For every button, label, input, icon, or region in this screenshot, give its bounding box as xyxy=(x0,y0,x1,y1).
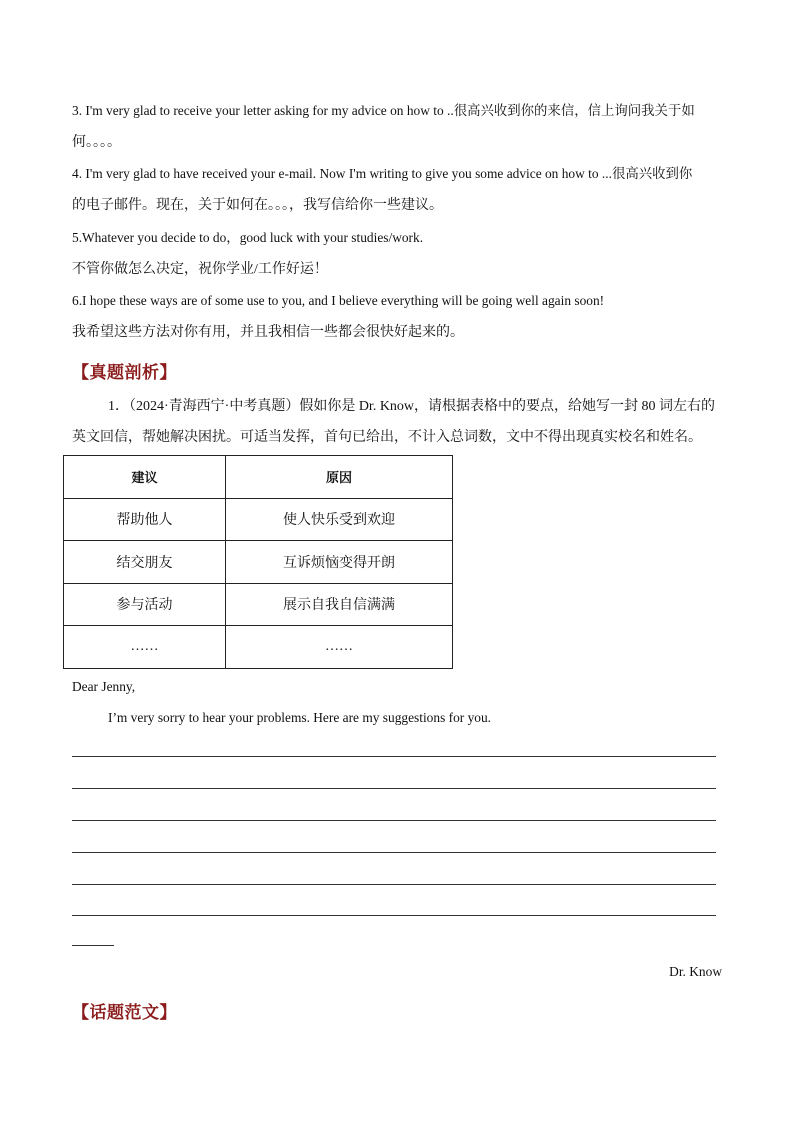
points-table xyxy=(63,455,453,669)
letter-opening: I’m very sorry to hear your problems. Here are my suggestions for you. xyxy=(108,710,492,725)
table-row xyxy=(64,626,453,669)
writing-line[interactable] xyxy=(72,884,716,885)
table-cell: 参与活动 xyxy=(64,583,226,626)
writing-line-short[interactable] xyxy=(72,945,114,946)
question-line: 英文回信，帮她解决困扰。可适当发挥，首句已给出，不计入总词数，文中不得出现真实校名和姓名。 xyxy=(72,430,702,445)
table-cell: 互诉烦恼变得开朗 xyxy=(226,541,453,584)
writing-line[interactable] xyxy=(72,820,716,821)
table-header-cell: 原因 xyxy=(226,456,453,499)
writing-line[interactable] xyxy=(72,756,716,757)
table-cell: …… xyxy=(64,626,226,669)
table-row xyxy=(64,583,453,626)
table-header-row xyxy=(64,456,453,499)
table-cell: 展示自我自信满满 xyxy=(226,583,453,626)
tip-line: 5.Whatever you decide to do，good luck with your studies/work. xyxy=(72,230,424,245)
table-row xyxy=(64,498,453,541)
writing-line[interactable] xyxy=(72,852,716,853)
section-heading-exam: 【真题剖析】 xyxy=(72,363,177,383)
tip-line: 3. I'm very glad to receive your letter asking for my advice on how to ..很高兴收到你的来信，信上询问我关于如 xyxy=(72,103,695,118)
tip-line: 我希望这些方法对你有用，并且我相信一些都会很快好起来的。 xyxy=(72,325,464,340)
tip-line: 6.I hope these ways are of some use to you, and I believe everything will be going well again soon! xyxy=(72,293,605,308)
tip-line: 不管你做怎么决定，祝你学业/工作好运！ xyxy=(72,262,328,277)
table-row xyxy=(64,541,453,584)
table-cell: …… xyxy=(226,626,453,669)
question-line: 1．（2024·青海西宁·中考真题）假如你是 Dr. Know，请根据表格中的要点，给她写一封 80 词左右的 xyxy=(108,399,716,414)
table-cell: 帮助他人 xyxy=(64,498,226,541)
section-heading-sample: 【话题范文】 xyxy=(72,1003,177,1023)
writing-line[interactable] xyxy=(72,915,716,916)
tip-line: 何。。。。 xyxy=(72,135,121,150)
letter-signature: Dr. Know xyxy=(669,964,722,979)
tip-line: 的电子邮件。现在，关于如何在。。。，我写信给你一些建议。 xyxy=(72,198,443,213)
table-header-cell: 建议 xyxy=(64,456,226,499)
writing-line[interactable] xyxy=(72,788,716,789)
tip-line: 4. I'm very glad to have received your e-mail. Now I'm writing to give you some advice on how to ...很高兴收到你 xyxy=(72,166,693,181)
table-cell: 使人快乐受到欢迎 xyxy=(226,498,453,541)
letter-greeting: Dear Jenny, xyxy=(72,679,136,694)
table-cell: 结交朋友 xyxy=(64,541,226,584)
